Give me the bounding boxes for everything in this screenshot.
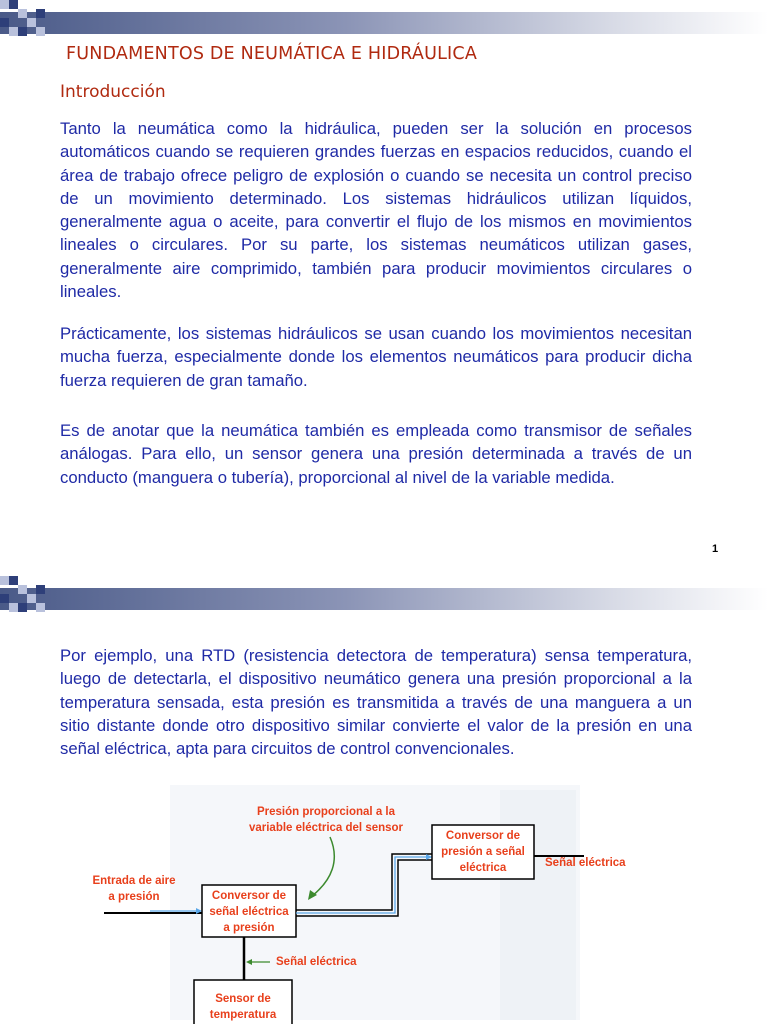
converter-1-label-line1: Conversor de (211, 890, 287, 902)
converter-1-label-line3: a presión (223, 922, 275, 934)
sensor-signal-label: Señal eléctrica (276, 956, 357, 968)
pneumatic-transmitter-diagram (0, 570, 768, 1024)
input-label-line1: Entrada de aire (92, 875, 176, 887)
page-number: 1 (712, 543, 719, 555)
sensor-label-line2: temperatura (209, 1009, 277, 1021)
paragraph-rtd-example: Por ejemplo, una RTD (resistencia detectora de temperatura) sensa temperatura, luego de detectarla, el dispositivo neumático genera una presión proporcional a la temperatura sensada, esta presión es transmitida a través de una manguera a un sitio distante donde otro dispositivo similar convierte el valor de la presión en una señal eléctrica, apta para circuitos de control convencionales. (60, 646, 692, 759)
annotation-label-line1: Presión proporcional a la (256, 806, 396, 818)
slide-2 (0, 570, 768, 1024)
header-gradient-bar (0, 12, 768, 34)
converter-2-label-line3: eléctrica (459, 862, 507, 874)
annotation-label-line2: variable eléctrica del sensor (248, 822, 404, 834)
section-heading: Introducción (60, 82, 166, 102)
page-title: FUNDAMENTOS DE NEUMÁTICA E HIDRÁULICA (66, 44, 478, 64)
output-signal-label: Señal eléctrica (545, 857, 626, 869)
sensor-label-line1: Sensor de (215, 993, 271, 1005)
paragraph-hydraulics: Prácticamente, los sistemas hidráulicos se usan cuando los movimientos necesitan mucha fuerza, especialmente donde los elementos neumáticos para producir dicha fuerza requieren de gran tamaño. (60, 324, 692, 390)
converter-2-label-line2: presión a señal (441, 846, 525, 858)
paragraph-intro: Tanto la neumática como la hidráulica, pueden ser la solución en procesos automáticos cuando se requieren grandes fuerzas en espacios reducidos, cuando el área de trabajo ofrece peligro de explosión o cuando se necesita un control preciso de un movimiento determinado. Los sistemas hidráulicos utilizan líquidos, generalmente agua o aceite, para convertir el flujo de los mismos en movimientos lineales o circulares. Por su parte, los sistemas neumáticos utilizan gases, generalmente aire comprimido, también para producir movimientos circulares o lineales. (60, 119, 692, 302)
paragraph-pneumatic-signals: Es de anotar que la neumática también es empleada como transmisor de señales análogas. Para ello, un sensor genera una presión determinada a través de un conducto (manguera o tubería), proporcional al nivel de la variable medida. (60, 421, 692, 487)
converter-2-label-line1: Conversor de (445, 830, 521, 842)
converter-1-label-line2: señal eléctrica (209, 906, 289, 918)
input-label-line2: a presión (108, 891, 160, 903)
